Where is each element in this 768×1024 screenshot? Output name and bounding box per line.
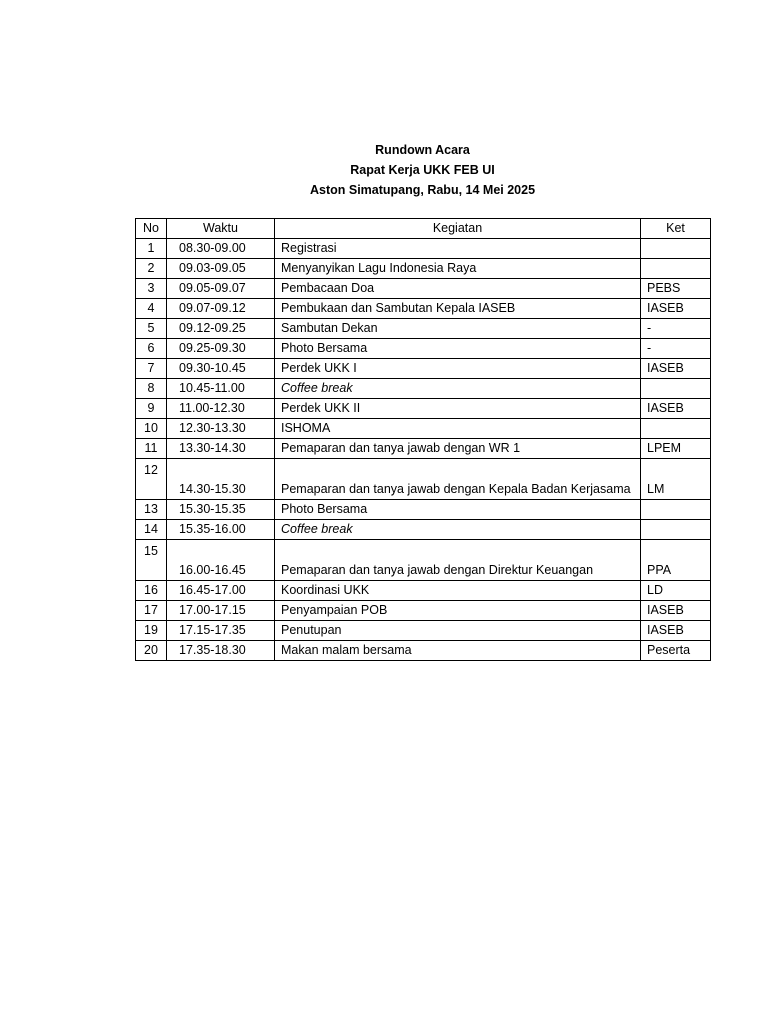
cell-ket: PEBS — [641, 279, 711, 299]
cell-waktu: 15.35-16.00 — [167, 520, 275, 540]
cell-waktu: 09.30-10.45 — [167, 359, 275, 379]
table-row — [136, 540, 711, 581]
cell-ket — [641, 379, 711, 399]
cell-no: 14 — [136, 520, 167, 540]
cell-kegiatan: Koordinasi UKK — [275, 581, 641, 601]
table-row — [136, 239, 711, 259]
cell-ket: PPA — [641, 540, 711, 581]
cell-waktu: 09.05-09.07 — [167, 279, 275, 299]
cell-ket: LD — [641, 581, 711, 601]
cell-ket — [641, 520, 711, 540]
cell-kegiatan: Makan malam bersama — [275, 641, 641, 661]
cell-no: 19 — [136, 621, 167, 641]
cell-kegiatan: Pembacaan Doa — [275, 279, 641, 299]
cell-no: 17 — [136, 601, 167, 621]
cell-ket: LM — [641, 459, 711, 500]
cell-ket: - — [641, 339, 711, 359]
cell-ket — [641, 419, 711, 439]
cell-ket: LPEM — [641, 439, 711, 459]
cell-ket — [641, 259, 711, 279]
cell-waktu: 09.03-09.05 — [167, 259, 275, 279]
cell-waktu: 17.00-17.15 — [167, 601, 275, 621]
cell-waktu: 16.45-17.00 — [167, 581, 275, 601]
title-line-1: Rundown Acara — [375, 143, 470, 157]
table-row — [136, 339, 711, 359]
cell-no: 20 — [136, 641, 167, 661]
table-row — [136, 379, 711, 399]
cell-no: 6 — [136, 339, 167, 359]
table-row — [136, 279, 711, 299]
cell-kegiatan: ISHOMA — [275, 419, 641, 439]
table-row — [136, 459, 711, 500]
header-ket: Ket — [641, 219, 711, 239]
table-row — [136, 621, 711, 641]
cell-no: 13 — [136, 500, 167, 520]
cell-no: 8 — [136, 379, 167, 399]
cell-no: 10 — [136, 419, 167, 439]
cell-ket: IASEB — [641, 621, 711, 641]
cell-ket: Peserta — [641, 641, 711, 661]
cell-no: 11 — [136, 439, 167, 459]
cell-waktu: 15.30-15.35 — [167, 500, 275, 520]
cell-kegiatan: Coffee break — [275, 379, 641, 399]
table-row — [136, 259, 711, 279]
cell-waktu: 11.00-12.30 — [167, 399, 275, 419]
cell-ket — [641, 500, 711, 520]
cell-kegiatan: Pemaparan dan tanya jawab dengan Kepala Badan Kerjasama — [275, 459, 641, 500]
cell-waktu: 17.15-17.35 — [167, 621, 275, 641]
cell-kegiatan: Photo Bersama — [275, 339, 641, 359]
cell-waktu: 13.30-14.30 — [167, 439, 275, 459]
cell-ket: IASEB — [641, 601, 711, 621]
cell-kegiatan: Sambutan Dekan — [275, 319, 641, 339]
cell-no: 4 — [136, 299, 167, 319]
cell-ket: IASEB — [641, 299, 711, 319]
title-line-2: Rapat Kerja UKK FEB UI — [350, 163, 495, 177]
header-kegiatan: Kegiatan — [275, 219, 641, 239]
cell-kegiatan: Penyampaian POB — [275, 601, 641, 621]
cell-no: 5 — [136, 319, 167, 339]
cell-no: 2 — [136, 259, 167, 279]
cell-no: 7 — [136, 359, 167, 379]
table-row — [136, 399, 711, 419]
cell-waktu: 10.45-11.00 — [167, 379, 275, 399]
table-row — [136, 419, 711, 439]
cell-kegiatan: Registrasi — [275, 239, 641, 259]
cell-no: 16 — [136, 581, 167, 601]
cell-no: 9 — [136, 399, 167, 419]
cell-ket: - — [641, 319, 711, 339]
cell-kegiatan: Pemaparan dan tanya jawab dengan WR 1 — [275, 439, 641, 459]
table-row — [136, 319, 711, 339]
cell-kegiatan: Menyanyikan Lagu Indonesia Raya — [275, 259, 641, 279]
table-body — [136, 239, 711, 661]
table-row — [136, 581, 711, 601]
cell-kegiatan: Perdek UKK I — [275, 359, 641, 379]
cell-ket: IASEB — [641, 359, 711, 379]
title-line-3: Aston Simatupang, Rabu, 14 Mei 2025 — [309, 183, 536, 197]
header-no: No — [136, 219, 167, 239]
table-row — [136, 601, 711, 621]
table-row — [136, 299, 711, 319]
cell-ket — [641, 239, 711, 259]
cell-no: 3 — [136, 279, 167, 299]
cell-waktu: 09.07-09.12 — [167, 299, 275, 319]
cell-kegiatan: Pembukaan dan Sambutan Kepala IASEB — [275, 299, 641, 319]
cell-kegiatan: Coffee break — [275, 520, 641, 540]
table-header-row — [136, 219, 711, 239]
table-row — [136, 641, 711, 661]
table-row — [136, 439, 711, 459]
cell-no: 15 — [136, 540, 167, 581]
cell-no: 1 — [136, 239, 167, 259]
cell-kegiatan: Perdek UKK II — [275, 399, 641, 419]
cell-kegiatan: Pemaparan dan tanya jawab dengan Direktur Keuangan — [275, 540, 641, 581]
cell-waktu: 14.30-15.30 — [167, 459, 275, 500]
table-row — [136, 359, 711, 379]
cell-ket: IASEB — [641, 399, 711, 419]
header-waktu: Waktu — [167, 219, 275, 239]
cell-waktu: 12.30-13.30 — [167, 419, 275, 439]
document-title — [0, 140, 768, 200]
cell-waktu: 08.30-09.00 — [167, 239, 275, 259]
table-row — [136, 520, 711, 540]
cell-waktu: 17.35-18.30 — [167, 641, 275, 661]
cell-kegiatan: Penutupan — [275, 621, 641, 641]
table-row — [136, 500, 711, 520]
cell-waktu: 09.12-09.25 — [167, 319, 275, 339]
cell-no: 12 — [136, 459, 167, 500]
rundown-table — [135, 218, 711, 661]
cell-kegiatan: Photo Bersama — [275, 500, 641, 520]
cell-waktu: 09.25-09.30 — [167, 339, 275, 359]
cell-waktu: 16.00-16.45 — [167, 540, 275, 581]
